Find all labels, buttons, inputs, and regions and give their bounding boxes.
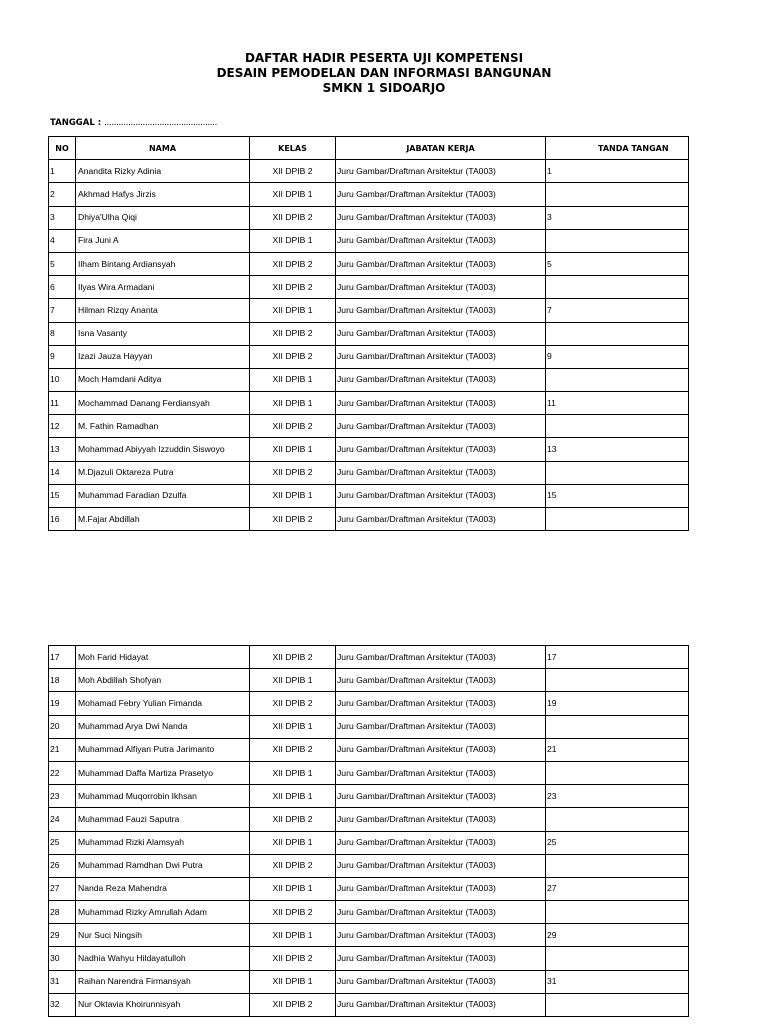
table-row — [49, 808, 689, 831]
cell-kelas: XII DPIB 1 — [250, 831, 336, 854]
cell-nama: Moh Farid Hidayat — [76, 646, 250, 669]
cell-kelas: XII DPIB 2 — [250, 160, 336, 183]
cell-jabatan: Juru Gambar/Draftman Arsitektur (TA003) — [336, 345, 546, 368]
table-row — [49, 229, 689, 252]
table-row — [49, 924, 689, 947]
table-row — [49, 970, 689, 993]
cell-kelas: XII DPIB 2 — [250, 322, 336, 345]
cell-jabatan: Juru Gambar/Draftman Arsitektur (TA003) — [336, 692, 546, 715]
cell-jabatan: Juru Gambar/Draftman Arsitektur (TA003) — [336, 831, 546, 854]
cell-no: 29 — [49, 924, 76, 947]
cell-jabatan: Juru Gambar/Draftman Arsitektur (TA003) — [336, 368, 546, 391]
table-row — [49, 484, 689, 507]
cell-no: 22 — [49, 761, 76, 784]
table-row — [49, 160, 689, 183]
cell-nama: Mohamad Febry Yulian Fimanda — [76, 692, 250, 715]
cell-no: 5 — [49, 252, 76, 275]
cell-tanda-tangan — [546, 669, 689, 692]
cell-nama: Muhammad Ramdhan Dwi Putra — [76, 854, 250, 877]
cell-tanda-tangan: 23 — [546, 785, 689, 808]
cell-kelas: XII DPIB 1 — [250, 484, 336, 507]
table-row — [49, 993, 689, 1016]
cell-jabatan: Juru Gambar/Draftman Arsitektur (TA003) — [336, 484, 546, 507]
cell-kelas: XII DPIB 1 — [250, 761, 336, 784]
cell-no: 13 — [49, 438, 76, 461]
cell-tanda-tangan: 15 — [546, 484, 689, 507]
table-row — [49, 183, 689, 206]
table-row — [49, 715, 689, 738]
cell-tanda-tangan: 21 — [546, 738, 689, 761]
cell-kelas: XII DPIB 2 — [250, 646, 336, 669]
cell-kelas: XII DPIB 2 — [250, 508, 336, 531]
cell-tanda-tangan: 13 — [546, 438, 689, 461]
cell-tanda-tangan — [546, 854, 689, 877]
cell-nama: Isna Vasanty — [76, 322, 250, 345]
cell-kelas: XII DPIB 2 — [250, 415, 336, 438]
cell-kelas: XII DPIB 2 — [250, 854, 336, 877]
table-row — [49, 831, 689, 854]
cell-tanda-tangan — [546, 415, 689, 438]
cell-jabatan: Juru Gambar/Draftman Arsitektur (TA003) — [336, 738, 546, 761]
cell-nama: Anandita Rizky Adinia — [76, 160, 250, 183]
cell-no: 11 — [49, 392, 76, 415]
cell-no: 10 — [49, 368, 76, 391]
title-line-2: DESAIN PEMODELAN DAN INFORMASI BANGUNAN — [216, 66, 552, 80]
table-row — [49, 206, 689, 229]
table-row — [49, 646, 689, 669]
cell-no: 2 — [49, 183, 76, 206]
cell-nama: Muhammad Arya Dwi Nanda — [76, 715, 250, 738]
header-kelas: KELAS — [250, 137, 336, 160]
cell-nama: Muhammad Alfiyan Putra Jarimanto — [76, 738, 250, 761]
cell-jabatan: Juru Gambar/Draftman Arsitektur (TA003) — [336, 669, 546, 692]
cell-kelas: XII DPIB 1 — [250, 785, 336, 808]
cell-nama: Moch Hamdani Aditya — [76, 368, 250, 391]
cell-nama: Ilham Bintang Ardiansyah — [76, 252, 250, 275]
cell-kelas: XII DPIB 2 — [250, 206, 336, 229]
cell-nama: Hilman Rizqy Ananta — [76, 299, 250, 322]
cell-nama: Fira Juni A — [76, 229, 250, 252]
cell-nama: Nanda Reza Mahendra — [76, 877, 250, 900]
cell-jabatan: Juru Gambar/Draftman Arsitektur (TA003) — [336, 508, 546, 531]
cell-kelas: XII DPIB 1 — [250, 229, 336, 252]
table-row — [49, 785, 689, 808]
table-row — [49, 947, 689, 970]
cell-no: 19 — [49, 692, 76, 715]
table-row — [49, 508, 689, 531]
cell-no: 30 — [49, 947, 76, 970]
cell-tanda-tangan — [546, 183, 689, 206]
cell-nama: Muhammad Rizky Amrullah Adam — [76, 901, 250, 924]
table-row — [49, 877, 689, 900]
cell-kelas: XII DPIB 2 — [250, 901, 336, 924]
cell-kelas: XII DPIB 1 — [250, 368, 336, 391]
date-label: TANGGAL : — [50, 118, 102, 128]
table-row — [49, 761, 689, 784]
cell-tanda-tangan: 19 — [546, 692, 689, 715]
header-nama: NAMA — [76, 137, 250, 160]
date-field — [50, 118, 217, 128]
cell-tanda-tangan: 1 — [546, 160, 689, 183]
attendance-table-page-1-wrapper — [48, 136, 669, 533]
cell-no: 31 — [49, 970, 76, 993]
cell-tanda-tangan — [546, 761, 689, 784]
table-row — [49, 345, 689, 368]
cell-kelas: XII DPIB 1 — [250, 299, 336, 322]
table-row — [49, 368, 689, 391]
cell-jabatan: Juru Gambar/Draftman Arsitektur (TA003) — [336, 392, 546, 415]
cell-kelas: XII DPIB 1 — [250, 438, 336, 461]
cell-nama: Akhmad Hafys Jirzis — [76, 183, 250, 206]
cell-no: 25 — [49, 831, 76, 854]
cell-tanda-tangan — [546, 715, 689, 738]
cell-no: 14 — [49, 461, 76, 484]
cell-jabatan: Juru Gambar/Draftman Arsitektur (TA003) — [336, 761, 546, 784]
cell-kelas: XII DPIB 2 — [250, 692, 336, 715]
cell-tanda-tangan: 11 — [546, 392, 689, 415]
cell-tanda-tangan: 29 — [546, 924, 689, 947]
cell-nama: Ilyas Wira Armadani — [76, 276, 250, 299]
attendance-table-page-2-wrapper — [48, 645, 636, 1024]
cell-no: 12 — [49, 415, 76, 438]
table-row — [49, 692, 689, 715]
cell-jabatan: Juru Gambar/Draftman Arsitektur (TA003) — [336, 785, 546, 808]
cell-no: 32 — [49, 993, 76, 1016]
cell-jabatan: Juru Gambar/Draftman Arsitektur (TA003) — [336, 808, 546, 831]
cell-kelas: XII DPIB 1 — [250, 970, 336, 993]
table-row — [49, 299, 689, 322]
cell-kelas: XII DPIB 1 — [250, 924, 336, 947]
cell-jabatan: Juru Gambar/Draftman Arsitektur (TA003) — [336, 276, 546, 299]
cell-jabatan: Juru Gambar/Draftman Arsitektur (TA003) — [336, 229, 546, 252]
cell-jabatan: Juru Gambar/Draftman Arsitektur (TA003) — [336, 970, 546, 993]
cell-kelas: XII DPIB 2 — [250, 993, 336, 1016]
cell-kelas: XII DPIB 1 — [250, 669, 336, 692]
cell-nama: Muhammad Rizki Alamsyah — [76, 831, 250, 854]
table-row — [49, 854, 689, 877]
cell-no: 26 — [49, 854, 76, 877]
cell-jabatan: Juru Gambar/Draftman Arsitektur (TA003) — [336, 646, 546, 669]
cell-no: 27 — [49, 877, 76, 900]
cell-jabatan: Juru Gambar/Draftman Arsitektur (TA003) — [336, 715, 546, 738]
cell-kelas: XII DPIB 2 — [250, 738, 336, 761]
cell-nama: Muhammad Daffa Martiza Prasetyo — [76, 761, 250, 784]
cell-kelas: XII DPIB 2 — [250, 252, 336, 275]
cell-tanda-tangan: 25 — [546, 831, 689, 854]
cell-no: 15 — [49, 484, 76, 507]
cell-jabatan: Juru Gambar/Draftman Arsitektur (TA003) — [336, 993, 546, 1016]
cell-jabatan: Juru Gambar/Draftman Arsitektur (TA003) — [336, 206, 546, 229]
cell-tanda-tangan — [546, 901, 689, 924]
table-row — [49, 461, 689, 484]
cell-jabatan: Juru Gambar/Draftman Arsitektur (TA003) — [336, 183, 546, 206]
cell-jabatan: Juru Gambar/Draftman Arsitektur (TA003) — [336, 252, 546, 275]
cell-no: 18 — [49, 669, 76, 692]
cell-kelas: XII DPIB 2 — [250, 276, 336, 299]
cell-nama: M.Fajar Abdillah — [76, 508, 250, 531]
title-line-1: DAFTAR HADIR PESERTA UJI KOMPETENSI — [244, 51, 524, 65]
cell-no: 6 — [49, 276, 76, 299]
cell-nama: Dhiya'Ulha Qiqi — [76, 206, 250, 229]
cell-nama: Muhammad Muqorrobin Ikhsan — [76, 785, 250, 808]
cell-no: 3 — [49, 206, 76, 229]
cell-tanda-tangan — [546, 808, 689, 831]
table-row — [49, 322, 689, 345]
cell-kelas: XII DPIB 1 — [250, 877, 336, 900]
cell-nama: Nur Suci Ningsih — [76, 924, 250, 947]
cell-tanda-tangan — [546, 947, 689, 970]
table-row — [49, 901, 689, 924]
table-row — [49, 276, 689, 299]
cell-nama: Muhammad Fauzi Saputra — [76, 808, 250, 831]
table-row — [49, 738, 689, 761]
cell-jabatan: Juru Gambar/Draftman Arsitektur (TA003) — [336, 947, 546, 970]
cell-nama: Nadhia Wahyu Hildayatulloh — [76, 947, 250, 970]
cell-tanda-tangan: 27 — [546, 877, 689, 900]
cell-no: 8 — [49, 322, 76, 345]
table-body-page-1 — [49, 160, 689, 531]
cell-kelas: XII DPIB 2 — [250, 808, 336, 831]
cell-no: 24 — [49, 808, 76, 831]
table-header-row — [49, 137, 689, 160]
cell-tanda-tangan: 7 — [546, 299, 689, 322]
cell-tanda-tangan — [546, 229, 689, 252]
cell-nama: M. Fathin Ramadhan — [76, 415, 250, 438]
cell-no: 17 — [49, 646, 76, 669]
cell-jabatan: Juru Gambar/Draftman Arsitektur (TA003) — [336, 877, 546, 900]
cell-tanda-tangan — [546, 276, 689, 299]
cell-no: 9 — [49, 345, 76, 368]
cell-no: 23 — [49, 785, 76, 808]
cell-jabatan: Juru Gambar/Draftman Arsitektur (TA003) — [336, 322, 546, 345]
cell-kelas: XII DPIB 2 — [250, 947, 336, 970]
title-line-3: SMKN 1 SIDOARJO — [322, 81, 446, 95]
cell-nama: Moh Abdillah Shofyan — [76, 669, 250, 692]
cell-tanda-tangan — [546, 368, 689, 391]
cell-kelas: XII DPIB 1 — [250, 392, 336, 415]
cell-tanda-tangan: 5 — [546, 252, 689, 275]
cell-tanda-tangan — [546, 461, 689, 484]
cell-jabatan: Juru Gambar/Draftman Arsitektur (TA003) — [336, 924, 546, 947]
table-row — [49, 438, 689, 461]
cell-jabatan: Juru Gambar/Draftman Arsitektur (TA003) — [336, 854, 546, 877]
cell-tanda-tangan: 31 — [546, 970, 689, 993]
cell-nama: Raihan Narendra Firmansyah — [76, 970, 250, 993]
cell-no: 4 — [49, 229, 76, 252]
cell-tanda-tangan — [546, 993, 689, 1016]
cell-tanda-tangan: 9 — [546, 345, 689, 368]
cell-jabatan: Juru Gambar/Draftman Arsitektur (TA003) — [336, 901, 546, 924]
table-body-page-2 — [49, 646, 689, 1017]
cell-no: 1 — [49, 160, 76, 183]
cell-kelas: XII DPIB 2 — [250, 461, 336, 484]
cell-nama: Izazi Jauza Hayyan — [76, 345, 250, 368]
cell-nama: Mohammad Abiyyah Izzuddin Siswoyo — [76, 438, 250, 461]
table-row — [49, 392, 689, 415]
header-no: NO — [49, 137, 76, 160]
cell-jabatan: Juru Gambar/Draftman Arsitektur (TA003) — [336, 461, 546, 484]
cell-no: 20 — [49, 715, 76, 738]
table-row — [49, 669, 689, 692]
cell-jabatan: Juru Gambar/Draftman Arsitektur (TA003) — [336, 415, 546, 438]
attendance-table-page-1 — [48, 136, 689, 531]
cell-tanda-tangan: 17 — [546, 646, 689, 669]
cell-kelas: XII DPIB 1 — [250, 715, 336, 738]
header-jabatan: JABATAN KERJA — [336, 137, 546, 160]
table-row — [49, 415, 689, 438]
cell-tanda-tangan: 3 — [546, 206, 689, 229]
cell-kelas: XII DPIB 2 — [250, 345, 336, 368]
header-tanda-tangan: TANDA TANGAN — [546, 137, 689, 160]
cell-tanda-tangan — [546, 508, 689, 531]
date-blank: ............................................... — [104, 118, 217, 128]
cell-nama: Muhammad Faradian Dzulfa — [76, 484, 250, 507]
cell-no: 21 — [49, 738, 76, 761]
cell-nama: M.Djazuli Oktareza Putra — [76, 461, 250, 484]
table-row — [49, 252, 689, 275]
cell-kelas: XII DPIB 1 — [250, 183, 336, 206]
cell-nama: Nur Oktavia Khoirunnisyah — [76, 993, 250, 1016]
cell-tanda-tangan — [546, 322, 689, 345]
cell-no: 28 — [49, 901, 76, 924]
cell-no: 7 — [49, 299, 76, 322]
cell-no: 16 — [49, 508, 76, 531]
cell-jabatan: Juru Gambar/Draftman Arsitektur (TA003) — [336, 438, 546, 461]
cell-nama: Mochammad Danang Ferdiansyah — [76, 392, 250, 415]
cell-jabatan: Juru Gambar/Draftman Arsitektur (TA003) — [336, 299, 546, 322]
document-title — [0, 51, 768, 96]
attendance-table-page-2 — [48, 645, 689, 1017]
cell-jabatan: Juru Gambar/Draftman Arsitektur (TA003) — [336, 160, 546, 183]
